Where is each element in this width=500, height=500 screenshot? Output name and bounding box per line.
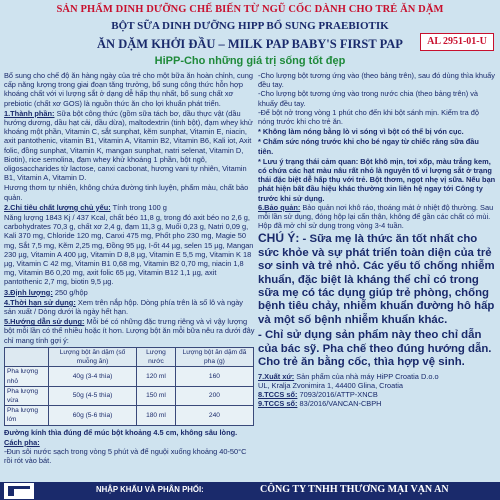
table-row (5, 406, 254, 425)
section-text: 83/2016/VANCAN-CBPH (299, 399, 382, 409)
section-quality (4, 203, 256, 212)
header-slogan: HiPP-Cho những giá trị sống tốt đẹp (154, 55, 346, 67)
section-text: 7093/2016/ATTP-XNCB (299, 389, 378, 399)
section-title: 3.Định lượng: (4, 287, 53, 297)
prep-step-1: -Cho lượng bột tương ứng vào (theo bảng trên), sau đó dùng thìa khuấy đều tay. (258, 71, 495, 90)
table-cell: Pha lượng nhỏ (5, 367, 49, 386)
attention-paragraph-2: - Chỉ sử dụng sản phẩm này theo chỉ dẫn của bác sỹ. Pha chế theo đúng hướng dẫn. Cho trẻ ăn bằng cốc, thìa hợp vệ sinh. (258, 329, 492, 369)
section-text: Bảo quản nơi khô ráo, thoáng mát ở nhiệt độ thường. Sau mỗi lần sử dụng, đóng hộp lại cẩn thận, không để gần các chất có mùi. Hộp đã mở chỉ sử dụng trong vòng 3-4 tuần. (258, 202, 494, 231)
table-cell: 50g (4-5 thìa) (48, 386, 136, 405)
section-title: 7.Xuất xứ: (258, 371, 295, 381)
nutrition-text: Năng lượng 1843 Kj / 437 Kcal, chất béo 11,8 g, trong đó axit béo no 2,6 g, carbohydrates 70,3 g, chất xơ 2,4 g, đạm 11,3 g, Muối 0,23 g, Natri 0,09 g, Kali 370 mg, Chloride 120 mg, Canxi 475 mg, Phốt pho 230 mg, Magie 50 mg, Sắt 7,5 mg, Kẽm 2,25 mg, Đồng 95 µg, I-ốt 44 µg, selen 15 µg, Mangan 230 µg, Vitamin A 400 µg, Vitamin D 8,8 µg, Vitamin E 5,5 mg, Vitamin K 18 µg, Vitamin C 42 mg, Vitamin B1 0,68 mg, Vitamin B2 0,70 mg, niacin 1,8 mg, Vitamin B6 0,20 mg, axit folic 65 µg, Vitamin B12 1,1 µg, axit pantothenic 2,7 mg, biotin 9,5 µg. (4, 213, 254, 287)
section-quantity (4, 288, 256, 297)
mixing-table (4, 347, 254, 426)
table-cell: 120 ml (137, 367, 176, 386)
section-text: Sản phẩm của nhà máy HiPP Croatia D.o.o (296, 371, 439, 381)
left-column (4, 71, 256, 476)
footer-label: NHẬP KHẨU VÀ PHÂN PHỐI: (96, 485, 204, 494)
intro-text: Bổ sung cho chế độ ăn hàng ngày của trẻ cho một bữa ăn hoàn chỉnh, cung cấp năng lượng trong giai đoạn tăng trưởng, bổ sung công thức hỗn hợp khoáng chất với vi lượng sắt ở dạng dễ hấp thụ nhất, bổ sung chất xơ prebiotic (chất xơ GOS) là nguồn thức ăn cho lợi khuẩn phát triển. (4, 71, 254, 108)
table-cell: 240 (175, 406, 253, 425)
table-row (5, 386, 254, 405)
table-cell: 40g (3-4 thìa) (48, 367, 136, 386)
brand-logo-icon (4, 483, 34, 499)
table-cell: 160 (175, 367, 253, 386)
table-header-row (5, 347, 254, 366)
section-title: 6.Bảo quản: (258, 202, 301, 212)
attention-title: CHÚ Ý: (258, 231, 300, 246)
attention-text: - Sữa mẹ là thức ăn tốt nhất cho sức khỏe và sự phát triển toàn diện của trẻ sơ sinh và trẻ nhỏ. Các yếu tố chống nhiễm khuẩn, đặc biệt là kháng thể chỉ có trong sữa mẹ có tác dụng giúp trẻ phòng, chống bệnh tiêu chảy, nhiễm khuẩn đường hô hấp và một số bệnh nhiễm khuẩn khác. (258, 233, 495, 326)
header-product-type: BỘT SỮA DINH DƯỠNG HIPP BỔ SUNG PRAEBIOTIK (111, 20, 389, 32)
spoon-note: Đường kính thìa đúng để múc bột khoảng 4.5 cm, không sâu lòng. (4, 427, 238, 437)
header-category: SẢN PHẨM DINH DƯỠNG CHẾ BIẾN TỪ NGŨ CỐC DÀNH CHO TRẺ ĂN DẶM (56, 4, 444, 15)
table-cell: 180 ml (137, 406, 176, 425)
table-header-cell (5, 347, 49, 366)
footer-company: CÔNG TY TNHH THƯƠNG MẠI VẠN AN (260, 484, 449, 495)
attention-block (258, 232, 496, 369)
table-cell: 60g (5-6 thìa) (48, 406, 136, 425)
section-ingredients (4, 109, 256, 183)
section-title: 5.Hướng dẫn sử dụng: (4, 317, 85, 327)
right-column (258, 71, 496, 476)
product-code-badge: AL 2951-01-U (420, 33, 494, 51)
table-cell: 150 ml (137, 386, 176, 405)
section-text: 250 g/hộp (54, 287, 88, 297)
section-text: Sữa bột công thức (gồm sữa tách bơ, dầu thực vật (dầu hướng dương, dầu hạt cải, dầu dừa), maltodextrin (tinh bột), đạm whey khử khoáng một phần, Vitamin C, sắt sunphat, kẽm sunphat, Vitamin E, niacin, axit pantothenic, vitamin B1, Vitamin A, Vitamin B2, Vitamin B6, Kali iot, Axit folic, đồng sunphat, Vitamin K, mangan sunphat, natri selenat, Vitamin D, Biotin), rice semolina, đạm whey khử khoáng 1 phần, bột ngô, oligosaccharides từ lactose, canxi cacbonat, hương vani tự nhiên, Vitamin B1, Vitamin A, Vitamin D. (4, 108, 253, 183)
table-header-cell: Lượng bột ăn dặm (số muỗng ăn) (48, 347, 136, 366)
section-title: 1.Thành phần: (4, 108, 55, 118)
section-title: 4.Thời hạn sử dụng: (4, 297, 76, 307)
section-origin (258, 372, 496, 381)
warning-appearance: * Lưu ý trạng thái cảm quan: Bột khô mịn, tơi xốp, màu trắng kem, có chứa các hạt màu nâu rất nhỏ là nguyên tố vi lượng sắt ở trạng thái đặc biệt dễ hấp thụ với trẻ. Bột thơm, ngọt nhẹ vị sữa. Nếu bạn phát hiện bất đầu hiệu khác thường xin liên hệ ngay tới Công ty trước khi sử dụng. (258, 156, 496, 203)
table-cell: Pha lượng vừa (5, 386, 49, 405)
section-title: 9.TCCS số: (258, 399, 298, 409)
section-tccs-1 (258, 390, 496, 399)
warning-microwave: * Không làm nóng bằng lò vi sóng vì bột có thể bị vón cục. (258, 127, 464, 137)
section-text: Xem trên nắp hộp. Dòng phía trên là số lô và ngày sản xuất / Dòng dưới là ngày hết hạn. (4, 297, 244, 317)
header-product-name: ĂN DẶM KHỞI ĐẦU – MILK PAP BABY'S FIRST PAP (97, 37, 403, 51)
ingredients-note: Hương thơm tự nhiên, không chứa đường tinh luyện, phẩm màu, chất bảo quản. (4, 183, 249, 202)
section-shelf-life (4, 298, 256, 316)
section-text: Mỗi bé có những đặc trưng riêng và vì vậy lượng bột mỗi lần có thể nhiều hoặc ít hơn. Lượng bột ăn mỗi bữa nêu ra dưới đây chỉ mang tính gợi ý: (4, 317, 255, 345)
section-title: 8.TCCS số: (258, 389, 298, 399)
method-text: -Đun sôi nước sạch trong vòng 5 phút và để nguội xuống khoảng 40-50°C rồi rót vào bát. (4, 446, 247, 466)
table-header-cell: Lượng nước (137, 347, 176, 366)
section-storage (258, 203, 496, 231)
table-cell: Pha lượng lớn (5, 406, 49, 425)
table-header-cell: Lượng bột ăn dặm đã pha (g) (175, 347, 253, 366)
attention-paragraph-1 (258, 232, 496, 327)
section-lead: Tính trong 100 g (112, 202, 167, 212)
warning-teeth: * Chấm sức nóng trước khi cho bé ngay từ chiếc răng sữa đầu tiên. (258, 137, 479, 156)
method-title: Cách pha: (4, 437, 40, 447)
importer-footer (0, 482, 500, 500)
prep-step-2: -Cho lượng bột tương ứng vào trong nước chia (theo bảng trên) và khuấy đều tay. (258, 89, 479, 108)
section-tccs-2 (258, 399, 496, 408)
origin-address: UL, Kralja Zvonimira 1, 44400 Glina, Croatia (258, 380, 404, 390)
table-row (5, 367, 254, 386)
section-usage (4, 317, 256, 345)
prep-step-3: -Để bột nở trong vòng 1 phút cho đến khi bột sánh mịn. Kiểm tra độ nóng trước khi cho trẻ ăn. (258, 107, 479, 127)
table-cell: 200 (175, 386, 253, 405)
section-title: 2.Chỉ tiêu chất lượng chủ yếu: (4, 202, 111, 212)
